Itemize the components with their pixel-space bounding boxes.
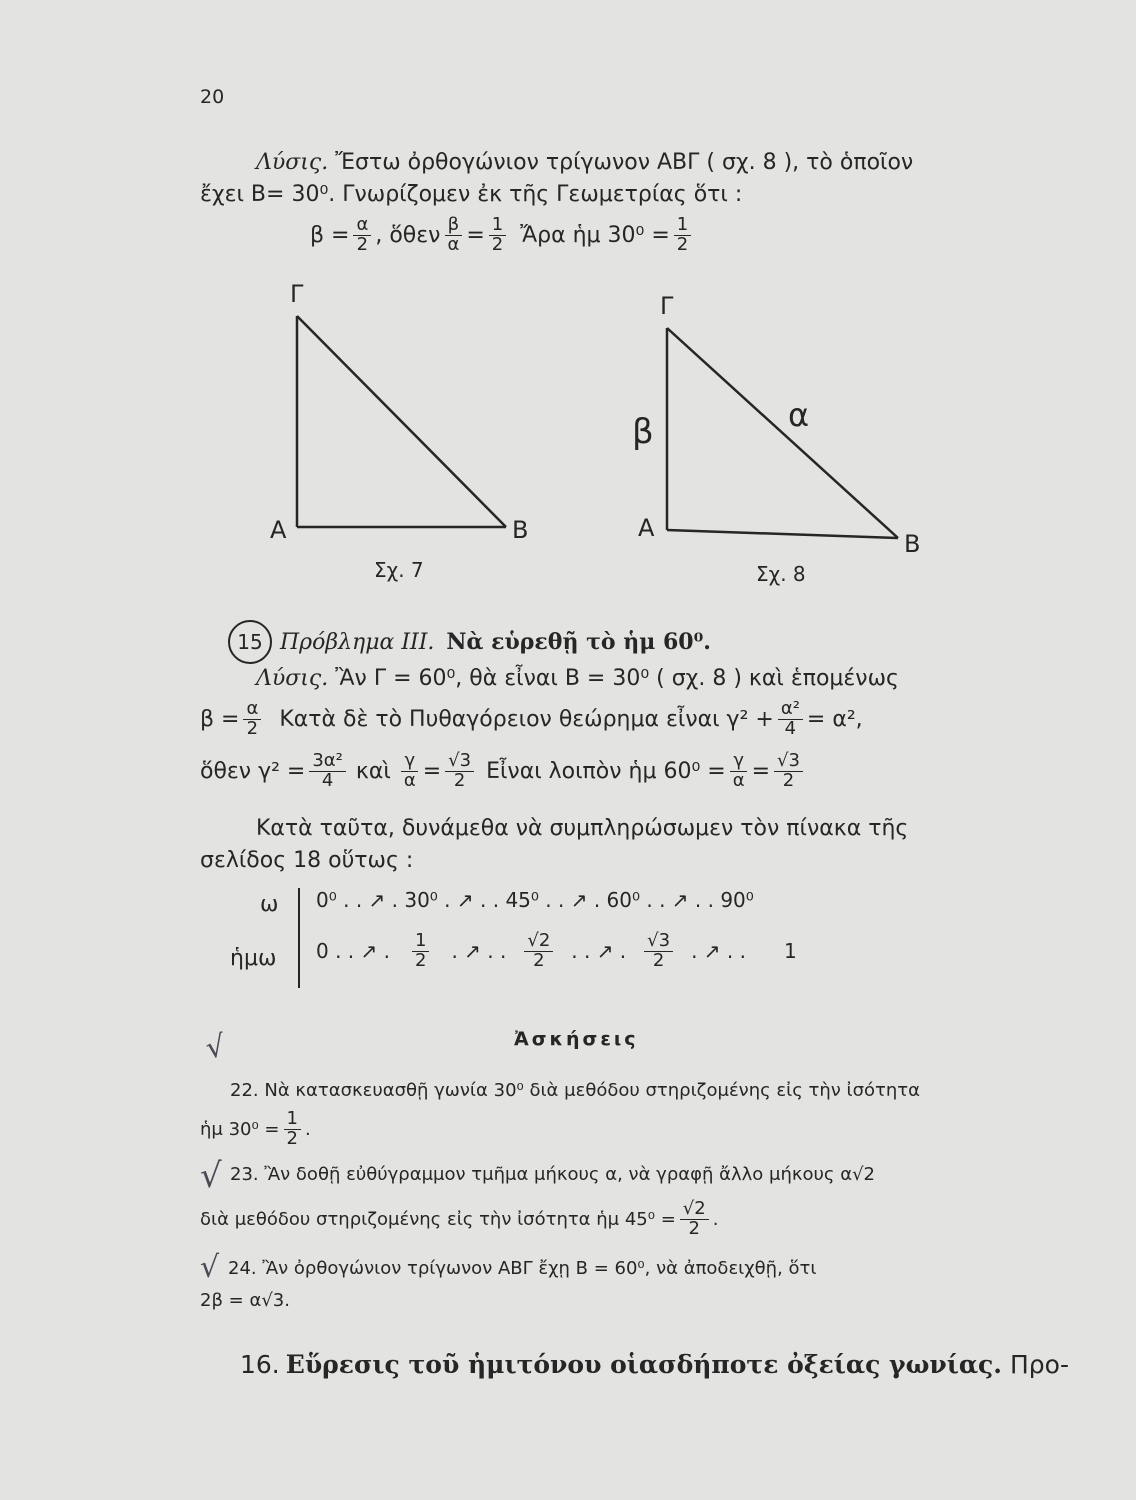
table-cell: 1 — [784, 939, 797, 964]
numerator: √3 — [774, 752, 803, 772]
solution-2-line-4: Κατὰ ταῦτα, δυνάμεθα νὰ συμπληρώσωμεν τὸν πίνακα τῆς — [256, 816, 909, 841]
eq-part: ἡμ 30⁰ = — [200, 1118, 280, 1140]
fraction-sqrt2-over-2 — [680, 1200, 709, 1239]
denominator: 2 — [688, 1217, 700, 1239]
figures-svg — [0, 0, 1136, 600]
eq-part: Ἄρα ἡμ 30⁰ = — [520, 222, 670, 248]
fig7-vertex-gamma: Γ — [290, 280, 304, 308]
denominator: 2 — [286, 1127, 298, 1149]
table-cell: . . ↗ . — [571, 939, 627, 964]
fraction-sqrt3-over-2 — [445, 752, 474, 791]
fraction-gamma-over-alpha — [401, 752, 419, 791]
numerator: √2 — [680, 1200, 709, 1220]
denominator: 2 — [453, 769, 466, 791]
problem-3-heading — [228, 620, 711, 664]
table-brace — [298, 888, 300, 988]
eq-part: Εἶναι λοιπὸν ἡμ 60⁰ = — [486, 758, 726, 784]
eq-part: διὰ μεθόδου στηριζομένης εἰς τὴν ἰσότητα ἡμ 45⁰ = — [200, 1208, 676, 1230]
fraction-gamma-over-alpha-2 — [730, 752, 748, 791]
exercise-22-line-1: 22. Νὰ κατασκευασθῇ γωνία 30⁰ διὰ μεθόδου στηριζομένης εἰς τὴν ἰσότητα — [230, 1080, 921, 1101]
solution-2-text: Ἂν Γ = 60⁰, θὰ εἶναι Β = 30⁰ ( σχ. 8 ) καὶ ἑπομένως — [335, 666, 899, 691]
pencil-check-mark: √ — [200, 1156, 222, 1196]
solution-1-line-2: ἔχει Β= 30⁰. Γνωρίζομεν ἐκ τῆς Γεωμετρίας ὅτι : — [200, 182, 743, 207]
table-row-sin-label: ἡμω — [230, 946, 277, 971]
numerator: γ — [730, 752, 747, 772]
eq-part: ὅθεν γ² = — [200, 758, 306, 784]
exercise-23-line-2: διὰ μεθόδου στηριζομένης εἰς τὴν ἰσότητα ἡμ 45⁰ = $\frac{√2}{2}$ . — [200, 1198, 719, 1239]
numerator: √3 — [445, 752, 474, 772]
table-cell: . ↗ . . — [691, 939, 746, 964]
table-cell: . ↗ . . — [451, 939, 507, 964]
numerator: 1 — [284, 1110, 301, 1130]
pencil-check-mark: √ — [203, 1028, 229, 1067]
eq-part: καὶ — [355, 758, 391, 784]
exercise-23-line-1: 23. Ἂν δοθῇ εὐθύγραμμον τμῆμα μήκους α, νὰ γραφῇ ἄλλο μήκους α√2 — [230, 1164, 875, 1185]
solution-2-line-2 — [200, 700, 863, 739]
table-cell: 0 . . ↗ . — [316, 939, 390, 964]
denominator: 2 — [414, 949, 427, 971]
numerator: γ — [401, 752, 418, 772]
numerator: 3α² — [309, 752, 346, 772]
table-cell-sqrt3-half — [644, 932, 673, 971]
fraction-alpha-sq-over-4 — [778, 700, 803, 739]
denominator: 4 — [321, 769, 334, 791]
fig8-side-beta-handwritten: β — [632, 412, 654, 452]
fig7-vertex-alpha: Α — [270, 516, 287, 544]
eq-part: , ὅθεν — [375, 222, 441, 248]
denominator: α — [732, 769, 745, 791]
solution-2-line-1 — [256, 666, 899, 691]
exercises-heading: Ἀσκήσεις — [514, 1028, 639, 1050]
eq-part: = α², — [806, 706, 863, 732]
numerator: √3 — [644, 932, 673, 952]
numerator: 1 — [489, 216, 506, 236]
table-cell-sqrt2-half — [524, 932, 553, 971]
exercise-24-line-1: 24. Ἂν ὀρθογώνιον τρίγωνον ΑΒΓ ἔχῃ Β = 60⁰, νὰ ἀποδειχθῇ, ὅτι — [228, 1258, 817, 1279]
denominator: 4 — [784, 717, 797, 739]
page-number: 20 — [200, 86, 225, 108]
eq-part: = — [466, 222, 485, 248]
solution-2-line-5: σελίδος 18 οὕτως : — [200, 848, 414, 873]
solution-1-text: Ἔστω ὀρθογώνιον τρίγωνον ΑΒΓ ( σχ. 8 ), τὸ ὁποῖον — [335, 150, 914, 175]
figure-8-triangle — [667, 328, 898, 538]
denominator: 2 — [356, 233, 369, 255]
fig8-side-alpha-handwritten: α — [788, 396, 810, 434]
table-cell-half — [412, 932, 429, 971]
problem-title: Νὰ εὑρεθῇ τὸ ἡμ 60⁰. — [446, 629, 711, 655]
denominator: 2 — [246, 717, 259, 739]
numerator: β — [445, 216, 463, 236]
denominator: 2 — [533, 949, 545, 971]
denominator: α — [447, 233, 460, 255]
table-row-omega-label: ω — [260, 892, 279, 917]
fig8-vertex-gamma: Γ — [660, 292, 674, 320]
denominator: 2 — [652, 949, 665, 971]
section-title: Εὕρεσις τοῦ ἡμιτόνου οἱασδήποτε ὀξείας γωνίας. — [285, 1350, 1002, 1379]
numerator: α — [353, 216, 371, 236]
exercise-22-line-2: ἡμ 30⁰ = $\frac{1}{2}$ . — [200, 1108, 311, 1149]
fig7-caption: Σχ. 7 — [374, 558, 424, 582]
fraction-3alpha-sq-over-4 — [309, 752, 346, 791]
solution-2-line-3 — [200, 752, 807, 791]
exercise-24-line-2: 2β = α√3. — [200, 1290, 290, 1311]
numerator: 1 — [674, 216, 691, 236]
problem-label: Πρόβλημα ΙΙΙ. — [280, 629, 435, 655]
denominator: α — [403, 769, 416, 791]
fig8-vertex-beta: Β — [904, 530, 921, 558]
numerator: α² — [778, 700, 803, 720]
eq-part: β = — [310, 222, 350, 248]
numerator: 1 — [412, 932, 429, 952]
numerator: √2 — [524, 932, 553, 952]
denominator: 2 — [491, 233, 504, 255]
fig8-vertex-alpha: Α — [638, 514, 655, 542]
figure-7-triangle — [297, 316, 506, 527]
table-row-sin-values — [316, 932, 797, 971]
section-text-continues: Προ- — [1009, 1350, 1069, 1379]
circled-number-15: 15 — [228, 620, 272, 664]
fig7-vertex-beta: Β — [512, 516, 529, 544]
eq-part: = — [422, 758, 442, 784]
fraction-sqrt3-over-2-result — [774, 752, 803, 791]
pencil-check-mark: √ — [200, 1250, 220, 1285]
solution-label: Λύσις. — [256, 666, 329, 691]
eq-part: β = — [200, 706, 240, 732]
fig8-caption: Σχ. 8 — [756, 562, 806, 586]
numerator: α — [243, 700, 261, 720]
fraction-one-half — [284, 1110, 301, 1149]
section-16-heading — [240, 1350, 1069, 1379]
denominator: 2 — [676, 233, 689, 255]
fraction-alpha-over-2 — [243, 700, 261, 739]
denominator: 2 — [782, 769, 795, 791]
table-row-omega-values: 0⁰ . . ↗ . 30⁰ . ↗ . . 45⁰ . . ↗ . 60⁰ . . ↗ . . 90⁰ — [316, 888, 754, 912]
eq-part: = — [751, 758, 771, 784]
section-number: 16. — [240, 1350, 280, 1379]
solution-label: Λύσις. — [256, 150, 329, 175]
eq-part: Κατὰ δὲ τὸ Πυθαγόρειον θεώρημα εἶναι γ² + — [279, 706, 774, 732]
